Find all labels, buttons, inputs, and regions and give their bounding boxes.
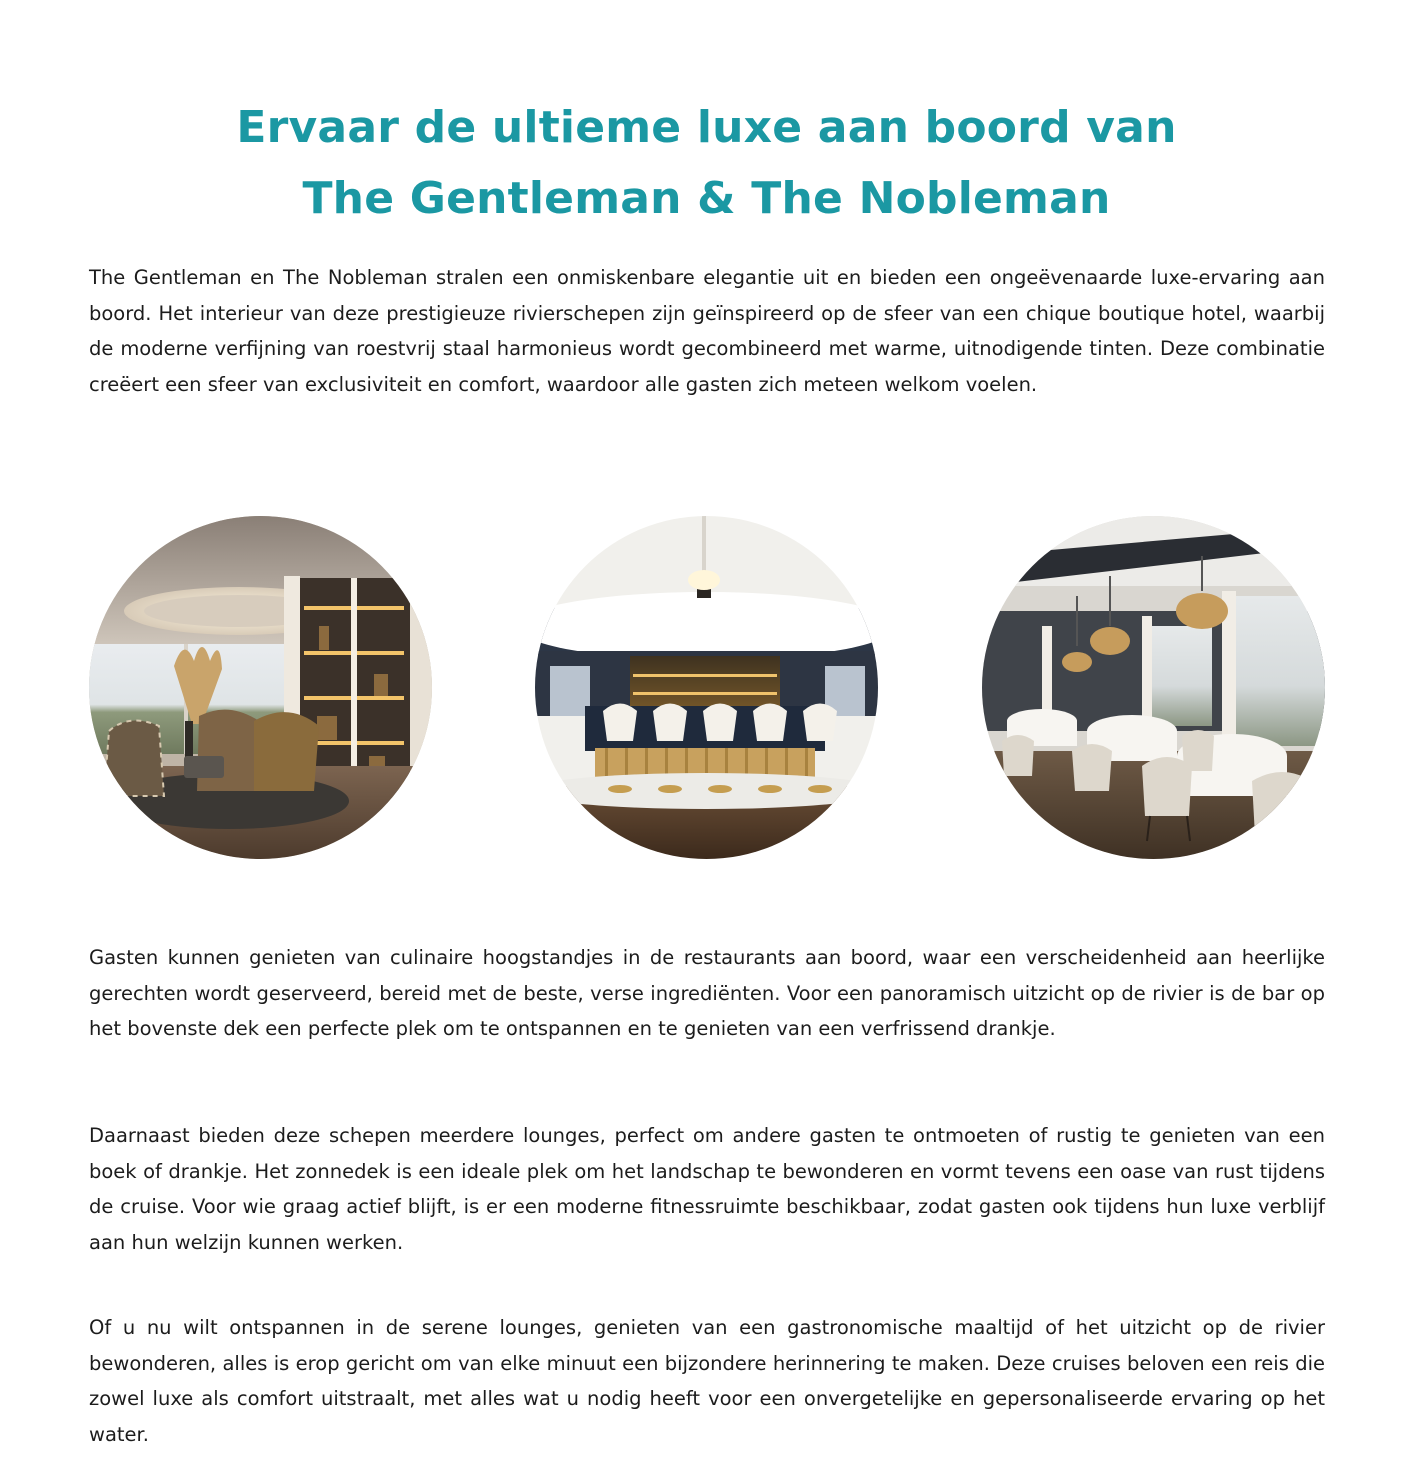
lounges-paragraph: Daarnaast bieden deze schepen meerdere lounges, perfect om andere gasten te ontmoeten of rustig te genieten van een boek of drankje. Het zonnedek is een ideale plek om het landschap te bewonderen en vormt tevens een oase van rust tijdens de cruise. Voor wie graag actief blijft, is er een moderne fitnessruimte beschikbaar, zodat gasten ook tijdens hun luxe verblijf aan hun welzijn kunnen werken. [89, 1124, 1325, 1254]
closing-paragraph: Of u nu wilt ontspannen in de serene lounges, genieten van een gastronomische maaltijd of het uitzicht op de rivier bewonderen, alles is erop gericht om van elke minuut een bijzondere herinnering te maken. Deze cruises beloven een reis die zowel luxe als comfort uitstraalt, met alles wat u nodig heeft voor een onvergetelijke en gepersonaliseerde ervaring op het water. [89, 1316, 1325, 1446]
page-title [0, 92, 1413, 234]
lounge-photo [89, 516, 432, 859]
page-title-line-2: The Gentleman & The Nobleman [302, 173, 1111, 224]
page-title-line-1: Ervaar de ultieme luxe aan boord van [236, 102, 1177, 153]
intro-paragraph: The Gentleman en The Nobleman stralen een onmiskenbare elegantie uit en bieden een ongeëvenaarde luxe-ervaring aan boord. Het interieur van deze prestigieuze rivierschepen zijn geïnspireerd op de sfeer van een chique boutique hotel, waarbij de moderne verfijning van roestvrij staal harmonieus wordt gecombineerd met warme, uitnodigende tinten. Deze combinatie creëert een sfeer van exclusiviteit en comfort, waardoor alle gasten zich meteen welkom voelen. [89, 266, 1325, 396]
restaurant-photo [982, 516, 1325, 859]
dining-paragraph: Gasten kunnen genieten van culinaire hoogstandjes in de restaurants aan boord, waar een verscheidenheid aan heerlijke gerechten wordt geserveerd, bereid met de beste, verse ingrediënten. Voor een panoramisch uitzicht op de rivier is de bar op het bovenste dek een perfecte plek om te ontspannen en te genieten van een verfrissend drankje. [89, 946, 1325, 1041]
bar-photo [535, 516, 878, 859]
